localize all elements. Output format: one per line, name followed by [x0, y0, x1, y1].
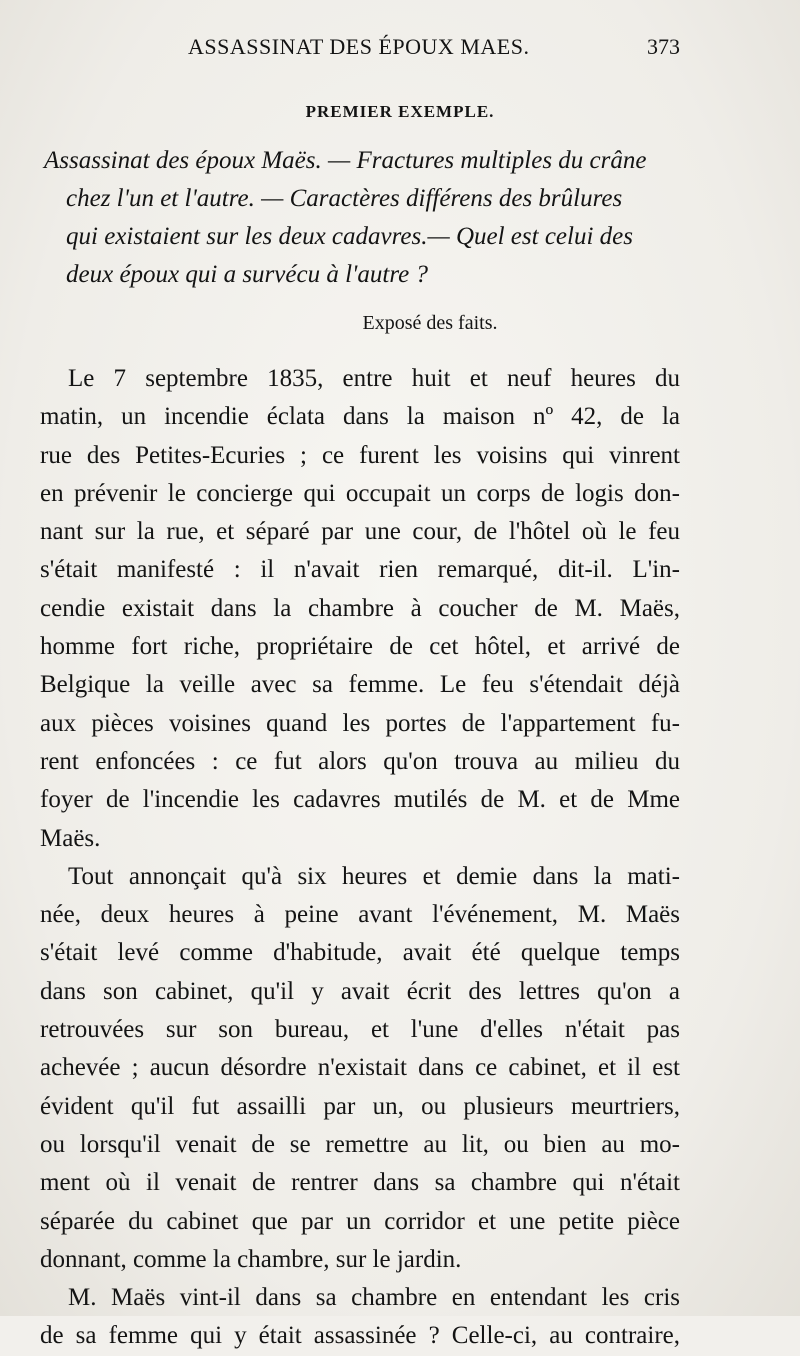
text-line: rent enfoncées : ce fut alors qu'on trouva au milieu du — [40, 747, 680, 775]
text-line: Maës. — [40, 824, 101, 852]
body-text — [40, 360, 680, 1356]
facts-heading: Exposé des faits. — [362, 312, 498, 334]
text-line: M. Maës vint-il dans sa chambre en entendant les cris — [68, 1284, 680, 1312]
case-title — [44, 142, 684, 294]
text-line: en prévenir le concierge qui occupait un corps de logis don- — [40, 479, 680, 507]
case-title-line: chez l'un et l'autre. — Caractères différens des brûlures — [66, 185, 623, 212]
text-line: matin, un incendie éclata dans la maison nº 42, de la — [40, 403, 680, 431]
paragraph-1 — [40, 360, 680, 858]
text-line: Belgique la veille avec sa femme. Le feu s'étendait déjà — [40, 671, 680, 699]
text-line: née, deux heures à peine avant l'événement, M. Maës — [40, 901, 680, 929]
text-line: foyer de l'incendie les cadavres mutilés de M. et de Mme — [40, 786, 680, 814]
text-line: homme fort riche, propriétaire de cet hôtel, et arrivé de — [40, 633, 680, 661]
paragraph-2 — [40, 858, 680, 1279]
text-line: dans son cabinet, qu'il y avait écrit des lettres qu'on a — [40, 977, 680, 1005]
text-line: achevée ; aucun désordre n'existait dans ce cabinet, et il est — [40, 1054, 680, 1082]
case-title-line: deux époux qui a survécu à l'autre ? — [66, 261, 428, 288]
text-line: séparée du cabinet que par un corridor et une petite pièce — [40, 1207, 680, 1235]
page-number: 373 — [647, 34, 680, 59]
section-label: PREMIER EXEMPLE. — [305, 102, 495, 121]
text-line: cendie existait dans la chambre à coucher de M. Maës, — [40, 594, 680, 622]
text-line: de sa femme qui y était assassinée ? Celle-ci, au contraire, — [40, 1322, 680, 1350]
text-line: ou lorsqu'il venait de se remettre au lit, ou bien au mo- — [40, 1130, 680, 1158]
text-line: nant sur la rue, et séparé par une cour, de l'hôtel où le feu — [40, 518, 680, 546]
text-line: ment où il venait de rentrer dans sa chambre qui n'était — [40, 1169, 680, 1197]
text-line: retrouvées sur son bureau, et l'une d'elles n'était pas — [40, 1016, 680, 1044]
text-line: rue des Petites-Ecuries ; ce furent les voisins qui vinrent — [40, 441, 680, 469]
case-title-line: Assassinat des époux Maës. — Fractures multiples du crâne — [44, 147, 647, 174]
text-line: évident qu'il fut assailli par un, ou plusieurs meurtriers, — [40, 1092, 680, 1120]
running-head — [0, 34, 800, 74]
text-line: s'était manifesté : il n'avait rien remarqué, dit-il. L'in- — [40, 556, 680, 584]
text-line: donnant, comme la chambre, sur le jardin. — [40, 1245, 462, 1273]
text-line: Tout annonçait qu'à six heures et demie dans la mati- — [68, 862, 680, 890]
paragraph-3 — [40, 1279, 680, 1356]
text-line: Le 7 septembre 1835, entre huit et neuf heures du — [68, 365, 680, 392]
case-title-line: qui existaient sur les deux cadavres.— Quel est celui des — [66, 223, 633, 250]
text-line: aux pièces voisines quand les portes de l'appartement fu- — [40, 709, 680, 737]
running-title: ASSASSINAT DES ÉPOUX MAES. — [188, 34, 530, 59]
text-line: s'était levé comme d'habitude, avait été quelque temps — [40, 939, 680, 967]
